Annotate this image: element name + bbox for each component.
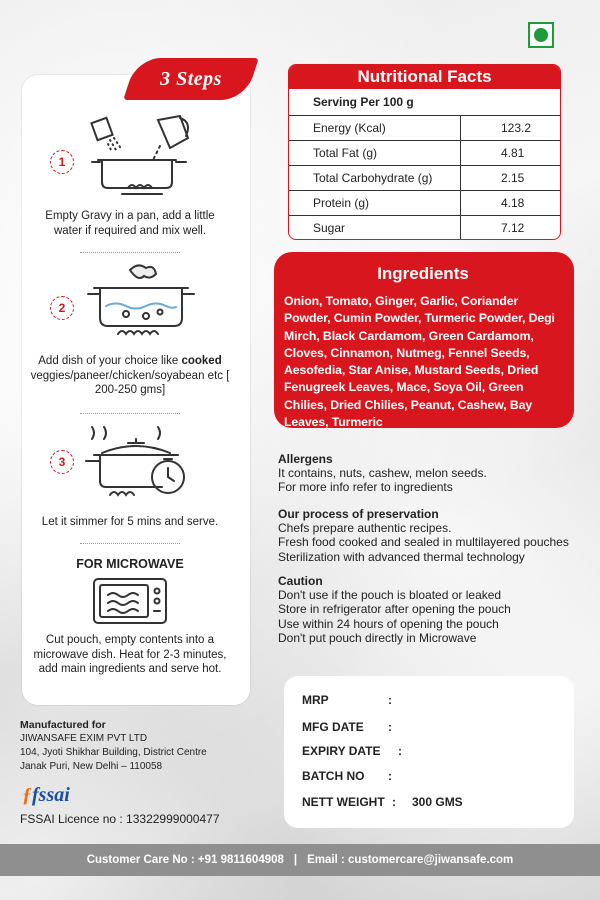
steps-banner <box>123 58 259 100</box>
nutrition-row <box>289 215 560 240</box>
microwave-icon <box>92 577 168 625</box>
caution-section <box>278 574 588 645</box>
fssai-logo: ƒfssai <box>22 784 70 806</box>
step-3-number: 3 <box>50 450 74 474</box>
price-value: 300 GMS <box>412 795 463 809</box>
price-box <box>284 676 574 828</box>
nutrition-row <box>289 190 560 215</box>
step-2-text-suffix: veggies/paneer/chicken/soyabean etc [ 200-250 gms] <box>30 369 230 396</box>
step-2-number: 2 <box>50 296 74 320</box>
caution-line: Use within 24 hours of opening the pouch <box>278 616 499 631</box>
nutrition-value: 123.2 <box>501 121 532 135</box>
manufacturer-line: JIWANSAFE EXIM PVT LTD <box>20 733 148 744</box>
nutrition-label: Sugar <box>289 216 461 240</box>
price-row-mfg: MFG DATE : <box>302 720 392 734</box>
preservation-title: Our process of preservation <box>278 507 439 521</box>
allergens-line: It contains, nuts, cashew, melon seeds. <box>278 466 487 481</box>
manufacturer-title: Manufactured for <box>20 719 106 731</box>
step-2-text-bold: cooked <box>181 355 222 367</box>
price-label: MRP <box>302 693 329 707</box>
price-row-expiry: EXPIRY DATE : <box>302 744 402 758</box>
step-2-text <box>30 354 230 398</box>
price-label: NETT WEIGHT <box>302 795 385 809</box>
veg-mark-dot <box>534 28 548 42</box>
step-3-text: Let it simmer for 5 mins and serve. <box>41 516 219 528</box>
price-row-weight: NETT WEIGHT : 300 GMS <box>302 795 463 809</box>
fssai-logo-text: fssai <box>32 784 70 806</box>
customer-email: Email : customercare@jiwansafe.com <box>307 854 514 866</box>
nutrition-serving: Serving Per 100 g <box>313 95 414 109</box>
nutrition-value: 4.18 <box>501 196 525 210</box>
allergens-section <box>278 452 588 495</box>
steps-banner-label: 3 Steps <box>160 68 222 90</box>
nutrition-value: 2.15 <box>501 171 525 185</box>
manufacturer-line: Janak Puri, New Delhi – 110058 <box>20 761 163 772</box>
customer-care: Customer Care No : +91 9811604908 <box>86 854 284 866</box>
veg-mark-icon <box>528 22 554 48</box>
nutrition-value: 7.12 <box>501 221 525 235</box>
nutrition-label: Total Carbohydrate (g) <box>289 166 461 190</box>
preservation-line: Chefs prepare authentic recipes. <box>278 521 452 536</box>
nutrition-label: Energy (Kcal) <box>289 116 461 140</box>
manufacturer-block <box>20 718 207 774</box>
nutrition-title: Nutritional Facts <box>289 65 560 89</box>
price-row-batch: BATCH NO : <box>302 769 392 783</box>
caution-title: Caution <box>278 574 323 588</box>
microwave-text: Cut pouch, empty contents into a microwave dish. Heat for 2-3 minutes, add main ingredients and serve hot. <box>33 634 227 675</box>
nutrition-value: 4.81 <box>501 146 525 160</box>
caution-line: Don't put pouch directly in Microwave <box>278 630 477 645</box>
step-1-number: 1 <box>50 150 74 174</box>
pan-pour-icon <box>88 110 198 200</box>
pot-timer-icon <box>84 425 196 505</box>
preservation-line: Sterilization with advanced thermal technology <box>278 549 525 564</box>
preservation-line: Fresh food cooked and sealed in multilayered pouches <box>278 535 569 550</box>
price-row-mrp: MRP : <box>302 693 392 707</box>
preservation-section <box>278 507 588 564</box>
step-1-text: Empty Gravy in a pan, add a little water if required and mix well. <box>45 210 215 237</box>
price-label: MFG DATE <box>302 720 364 734</box>
nutrition-table <box>288 64 561 240</box>
nutrition-label: Total Fat (g) <box>289 141 461 165</box>
divider <box>80 413 180 414</box>
footer-separator: | <box>293 854 298 866</box>
allergens-line: For more info refer to ingredients <box>278 480 453 495</box>
ingredients-panel <box>274 252 574 428</box>
manufacturer-line: 104, Jyoti Shikhar Building, District Centre <box>20 747 207 758</box>
nutrition-row <box>289 140 560 165</box>
nutrition-label: Protein (g) <box>289 191 461 215</box>
divider <box>80 543 180 544</box>
nutrition-row <box>289 165 560 190</box>
ingredients-text: Onion, Tomato, Ginger, Garlic, Coriander Powder, Cumin Powder, Turmeric Powder, Degi Mirch, Black Cardamom, Green Cardamom, Cloves, Cinnamon, Nutmeg, Fennel Seeds, Aesofedia, Star Anise, Mustard Seeds, Dried Fenugreek Leaves, Mace, Soya Oil, Green Chilies, Dried Chilies, Peanut, Cashew, Bay Leaves, Turmeric <box>284 294 555 430</box>
pot-boil-icon <box>86 258 196 338</box>
nutrition-row <box>289 115 560 140</box>
divider <box>80 252 180 253</box>
step-2-text-prefix: Add dish of your choice like <box>38 355 182 367</box>
footer-bar <box>0 844 600 876</box>
price-label: BATCH NO <box>302 769 365 783</box>
price-label: EXPIRY DATE <box>302 744 381 758</box>
caution-line: Don't use if the pouch is bloated or leaked <box>278 588 502 603</box>
ingredients-title: Ingredients <box>377 264 469 283</box>
caution-line: Store in refrigerator after opening the pouch <box>278 602 511 617</box>
allergens-title: Allergens <box>278 452 333 466</box>
microwave-title: FOR MICROWAVE <box>76 557 184 571</box>
fssai-licence: FSSAI Licence no : 13322999000477 <box>20 812 220 826</box>
